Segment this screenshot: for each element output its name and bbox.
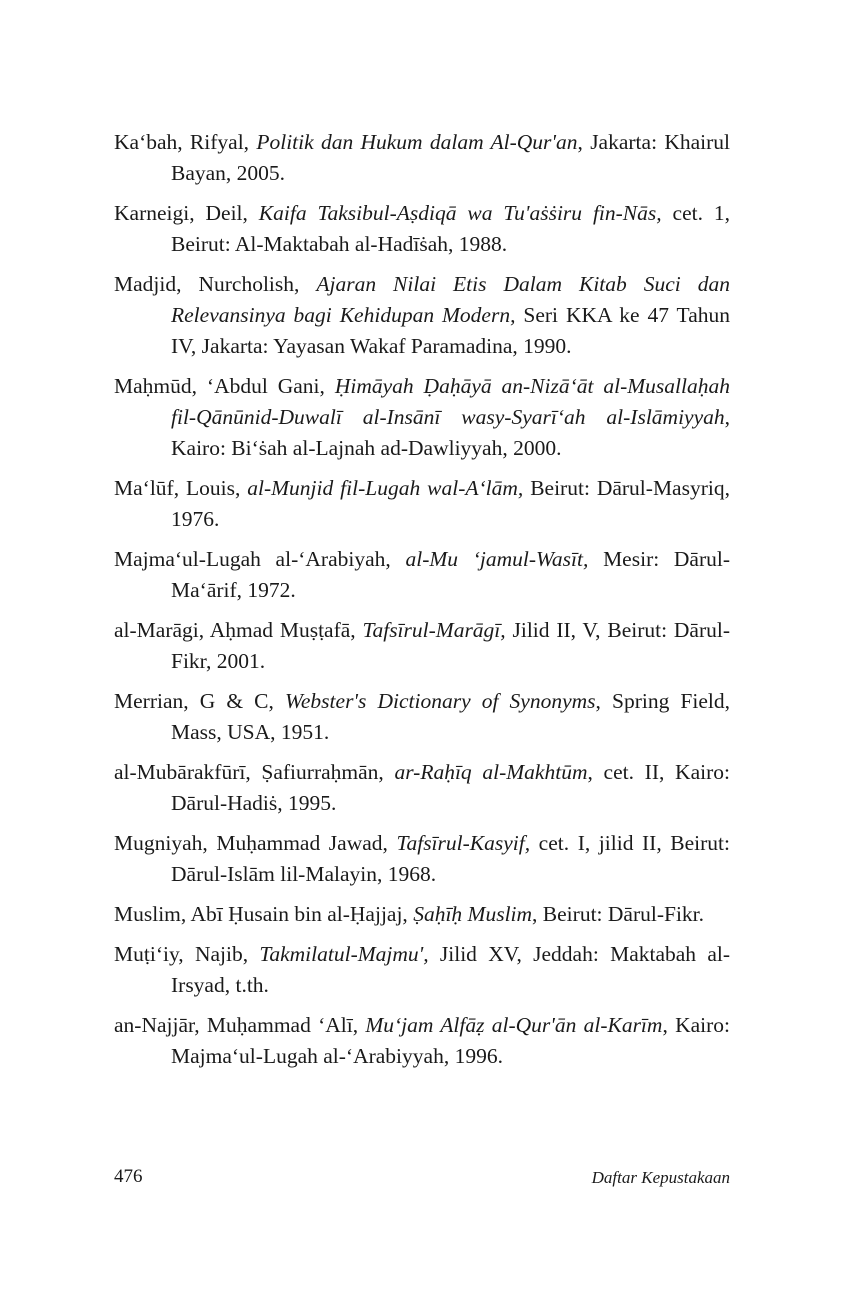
- entry-title: Ajaran Nilai Etis Dalam Kitab Suci dan Relevansinya bagi Kehidupan Modern,: [171, 272, 730, 327]
- bibliography-entry: [114, 544, 730, 606]
- entry-publication: , cet. II, Kairo: Dārul-Hadiṡ, 1995.: [171, 760, 730, 815]
- bibliography-entry: [114, 757, 730, 819]
- entry-title: Tafsīrul-Kasyif,: [396, 831, 531, 855]
- entry-title: Ṣaḥīḥ Muslim: [413, 902, 533, 926]
- entry-publication: cet. I, jilid II, Beirut: Dārul-Islām lil-Malayin, 1968.: [171, 831, 730, 886]
- bibliography-entry: [114, 198, 730, 260]
- entry-author: Ka‘bah, Rifyal,: [114, 130, 257, 154]
- entry-author: al-Mubārakfūrī, Ṣafiurraḥmān,: [114, 760, 395, 784]
- entry-title: Webster's Dictionary of Synonyms: [284, 689, 596, 713]
- entry-publication: cet. 1, Beirut: Al-Maktabah al-Hadīṡah, 1988.: [171, 201, 731, 256]
- entry-title: al-Mu ‘jamul-Wasīt,: [405, 547, 589, 571]
- entry-title: Mu‘jam Alfāẓ al-Qur'ān al-Karīm: [365, 1013, 663, 1037]
- entry-title: Politik dan Hukum dalam Al-Qur'an: [256, 130, 578, 154]
- entry-author: Muslim, Abī Ḥusain bin al-Ḥajjaj,: [114, 902, 414, 926]
- entry-author: Muṭi‘iy, Najib,: [114, 942, 260, 966]
- bibliography-entry: [114, 269, 730, 362]
- entry-author: Majma‘ul-Lugah al-‘Arabiyah,: [114, 547, 406, 571]
- entry-author: Ma‘lūf, Louis,: [114, 476, 248, 500]
- bibliography-entry: [114, 615, 730, 677]
- bibliography-list: [114, 127, 730, 1081]
- bibliography-entry: [114, 1010, 730, 1072]
- bibliography-entry: [114, 686, 730, 748]
- page-footer: [114, 1166, 730, 1192]
- bibliography-entry: [114, 127, 730, 189]
- bibliography-entry: [114, 371, 730, 464]
- entry-title: Ḥimāyah Ḍaḥāyā an-Nizā‘āt al-Musallaḥah fil-Qānūnid-Duwalī al-Insānī wasy-Syarī‘ah al-Islāmiyyah: [171, 374, 730, 429]
- entry-publication: , Spring Field, Mass, USA, 1951.: [171, 689, 730, 744]
- bibliography-entry: [114, 939, 730, 1001]
- entry-publication: , Beirut: Dārul-Fikr.: [532, 902, 705, 926]
- page-number: 476: [114, 1166, 143, 1187]
- entry-author: Merrian, G & C,: [114, 689, 285, 713]
- entry-publication: Jilid II, V, Beirut: Dārul-Fikr, 2001.: [171, 618, 730, 673]
- entry-author: Karneigi, Deil,: [114, 201, 259, 225]
- entry-publication: Mesir: Dārul-Ma‘ārif, 1972.: [171, 547, 731, 602]
- entry-title: Kaifa Taksibul-Aṣdiqā wa Tu'aṡṡiru fin-Nās,: [258, 201, 662, 225]
- entry-publication: , Kairo: Majma‘ul-Lugah al-‘Arabiyyah, 1996.: [171, 1013, 730, 1068]
- entry-title: Tafsīrul-Marāgī,: [362, 618, 506, 642]
- bibliography-entry: [114, 828, 730, 890]
- entry-author: Madjid, Nurcholish,: [114, 272, 317, 296]
- bibliography-entry: [114, 473, 730, 535]
- entry-publication: Seri KKA ke 47 Tahun IV, Jakarta: Yayasan Wakaf Paramadina, 1990.: [171, 303, 730, 358]
- entry-author: Mugniyah, Muḥammad Jawad,: [114, 831, 397, 855]
- entry-publication: Jilid XV, Jeddah: Maktabah al-Irsyad, t.th.: [171, 942, 731, 997]
- entry-author: an-Najjār, Muḥammad ‘Alī,: [114, 1013, 366, 1037]
- running-title: Daftar Kepustakaan: [591, 1168, 730, 1187]
- entry-author: Maḥmūd, ‘Abdul Gani,: [114, 374, 335, 398]
- entry-title: al-Munjid fil-Lugah wal-A‘lām,: [247, 476, 524, 500]
- entry-author: al-Marāgi, Aḥmad Muṣṭafā,: [114, 618, 363, 642]
- bibliography-entry: [114, 899, 730, 930]
- entry-publication: , Kairo: Bi‘ṡah al-Lajnah ad-Dawliyyah, 2000.: [171, 405, 730, 460]
- entry-title: ar-Raḥīq al-Makhtūm: [394, 760, 588, 784]
- entry-publication: Beirut: Dārul-Masyriq, 1976.: [171, 476, 730, 531]
- entry-title: Takmilatul-Majmu',: [259, 942, 429, 966]
- entry-publication: , Jakarta: Khairul Bayan, 2005.: [171, 130, 731, 185]
